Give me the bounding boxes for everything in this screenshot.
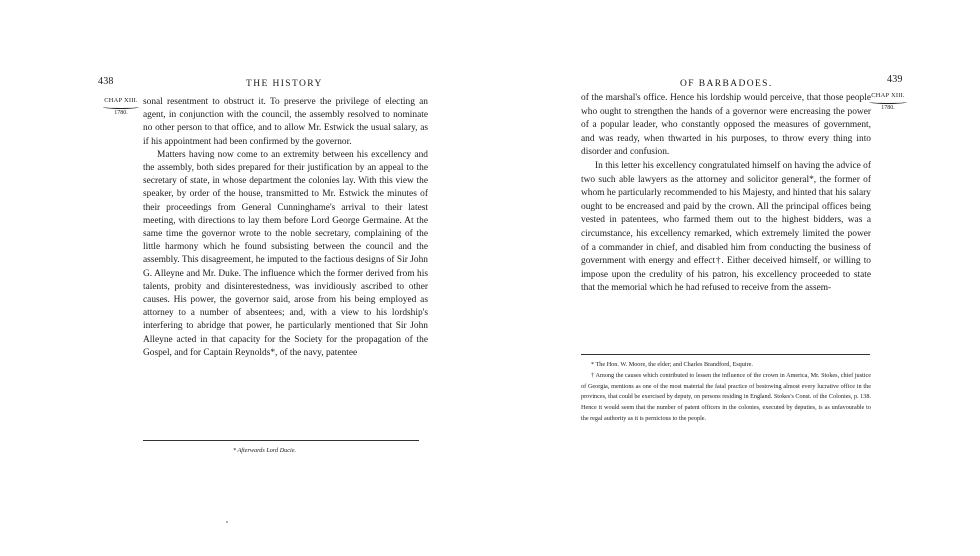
right-paragraph-1: of the marshal's office. Hence his lordship would perceive, that those people who ought to strengthen the hands of a governor were encreasing the power of a popular leader, who constantly opposed the measures of government, and was ready, when thwarted in his purposes, to throw every thing into disorder and confusion. [581,93,871,158]
left-side-note [98,97,144,117]
right-footnote-rule [581,354,870,355]
left-paragraph-1: sonal resentment to obstruct it. To preserve the privilege of electing an agent, in conjunction with the council, the assembly resolved to nominate no other person to that office, and to allow Mr. Estwick the usual salary, as if his appointment had been confirmed by the governor. [143,97,428,147]
left-page-number: 438 [98,76,114,87]
left-side-note-year: 1780. [114,110,128,116]
left-speck [226,521,228,523]
right-paragraph-2: In this letter his excellency congratulated himself on having the advice of two such able lawyers as the attorney and solicitor general*, the former of whom he particularly recommended to his Majesty, and hinted that his salary ought to be encreased and paid by the crown. All the principal offices being vested in patentees, who farmed them out to the highest bidders, was a circumstance, his excellency remarked, which extremely limited the power of a commander in chief, and disabled him from conducting the business of government with energy and effect†. Either deceived himself, or willing to impose upon the credulity of his patron, his excellency proceeded to state that the memorial which he had refused to receive from the assem- [581,160,871,294]
right-body-text [581,92,871,296]
right-page-number: 439 [887,74,903,85]
left-running-head: THE HISTORY [246,79,323,89]
right-side-note-year: 1780. [881,105,895,111]
right-side-note [864,92,912,112]
right-side-note-chapter: CHAP XIII. [871,92,905,99]
left-paragraph-2: Matters having now come to an extremity between his excellency and the assembly, both sides prepared for their justification by an appeal to the secretary of state, in whose department the colonies lay. With this view the speaker, by order of the house, transmitted to Mr. Estwick the minutes of their proceedings from General Cunninghame's arrival to their latest meeting, with directions to lay them before Lord George Germaine. At the same time the governor wrote to the noble secretary, complaining of the little harmony which he found subsisting between the council and the assembly. This disagreement, he imputed to the factious designs of Sir John G. Alleyne and Mr. Duke. The influence which the former derived from his talents, probity and disinterestedness, was invidiously ascribed to other causes. His power, the governor said, arose from his being employed as attorney to a number of absentees; and, with a view to his lordship's interfering to abridge that power, he particularly mentioned that Sir John Alleyne acted in that capacity for the Society for the propagation of the Gospel, and for Captain Reynolds*, of the navy, patentee [143,149,428,358]
left-body-text [143,96,428,360]
right-footnote-2: † Among the causes which contributed to lessen the influence of the crown in America, Mr. Stokes, chief justice of Georgia, mentions as one of the most material the fatal practice of bestowing almost every lucrative office in the provinces, that could be exercised by deputy, on persons residing in England. Stokes's Const. of the Colonies, p. 138. Hence it would seem that the number of patent officers in the colonies, executed by deputies, is as unfavourable to the regal authority as it is pernicious to the people. [581,371,871,422]
left-footnote-rule [143,440,419,441]
right-page [490,0,980,556]
left-footnote: * Afterwards Lord Ducie. [233,447,297,454]
right-footnote-1: * The Hon. W. Moore, the elder; and Charles Brandford, Esquire. [591,361,753,368]
right-running-head: OF BARBADOES. [680,79,773,89]
right-footnotes [581,360,871,425]
left-side-note-chapter: CHAP XIII. [104,97,138,104]
